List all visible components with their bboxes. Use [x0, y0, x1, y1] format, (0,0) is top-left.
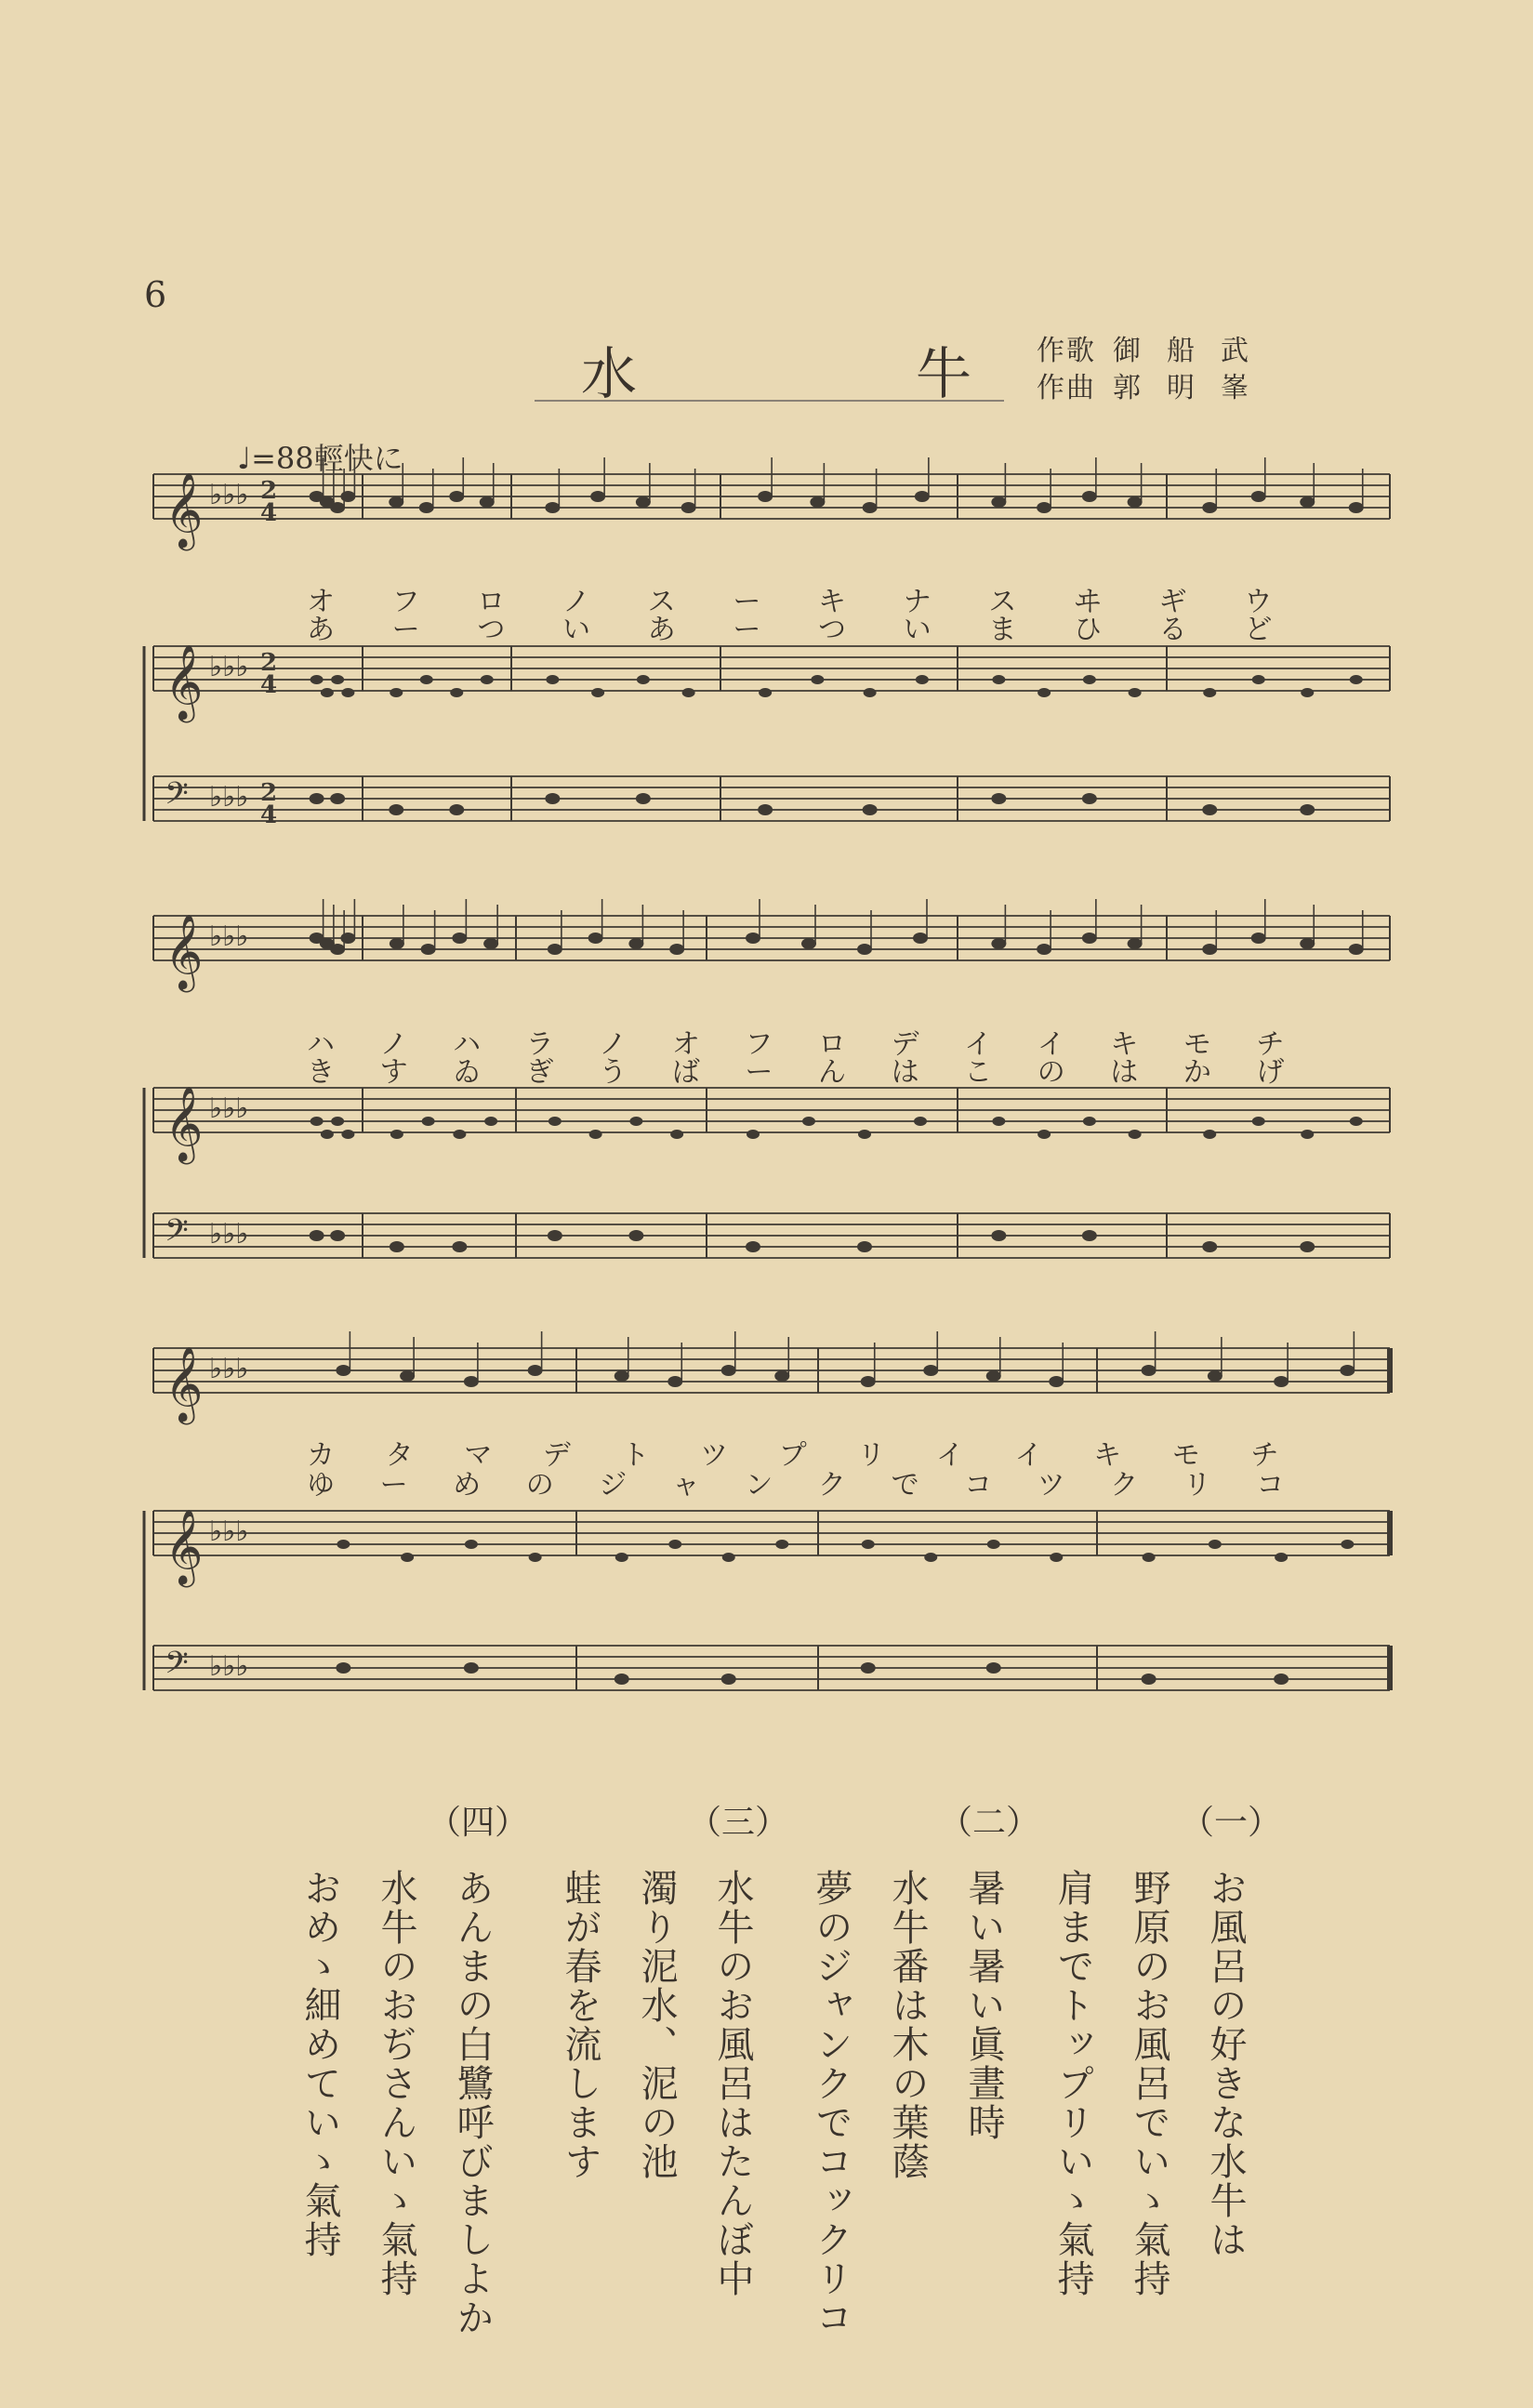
note-head — [863, 502, 878, 513]
lyric-syllable: ス — [988, 586, 1017, 618]
lyric-syllable: う — [599, 1056, 628, 1089]
lyric-syllable: る — [1158, 614, 1187, 646]
treble-clef: 𝄞 — [165, 643, 204, 720]
note-head — [861, 1376, 876, 1387]
note-head — [420, 675, 433, 684]
verse-line: 夢のジャンクでコックリコ — [810, 1869, 852, 2337]
note-head — [1252, 1117, 1265, 1126]
note-head — [337, 1540, 350, 1549]
lyric-syllable: い — [903, 614, 932, 646]
note-head — [545, 502, 560, 513]
note-head — [774, 1370, 789, 1382]
note-head — [401, 1553, 414, 1562]
note-head — [991, 496, 1006, 508]
note-head — [330, 793, 345, 804]
note-head — [1049, 1376, 1064, 1387]
lyric-syllable: ヰ — [1074, 586, 1102, 618]
key-signature-flats: ♭♭♭ — [209, 1092, 249, 1125]
note-head — [400, 1370, 415, 1382]
lyric-syllable: ロ — [477, 586, 506, 618]
lyric-syllable: あ — [647, 614, 676, 646]
note-head — [857, 1241, 872, 1252]
note-head — [992, 675, 1005, 684]
lyric-syllable: チ — [1256, 1028, 1285, 1061]
lyric-syllable: ャ — [671, 1469, 700, 1502]
note-head — [991, 938, 1006, 949]
note-head — [1129, 1130, 1142, 1139]
note-head — [1252, 675, 1265, 684]
note-head — [1301, 688, 1314, 697]
lyric-syllable: リ — [857, 1439, 886, 1472]
note-head — [321, 688, 334, 697]
verse-line: お風呂の好きな水牛は — [1204, 1869, 1247, 2259]
note-head — [465, 1540, 478, 1549]
note-head — [1274, 1376, 1289, 1387]
note-head — [480, 496, 495, 508]
note-head — [590, 491, 605, 502]
note-head — [484, 1117, 497, 1126]
note-head — [615, 1553, 628, 1562]
note-head — [802, 1117, 815, 1126]
verse-line: 水牛のお風呂はたんぼ中 — [711, 1869, 754, 2298]
note-head — [670, 1130, 683, 1139]
key-signature-flats: ♭♭♭ — [209, 1650, 249, 1683]
key-signature-flats: ♭♭♭ — [209, 651, 249, 683]
lyric-syllable: ゆ — [307, 1469, 335, 1502]
note-head — [421, 944, 436, 955]
note-head — [862, 1540, 875, 1549]
note-head — [1050, 1553, 1063, 1562]
lyric-syllable: プ — [778, 1439, 807, 1472]
note-head — [986, 1662, 1001, 1674]
lyric-syllable: ノ — [599, 1028, 628, 1061]
verse-number: （三） — [688, 1804, 789, 1842]
note-head — [810, 496, 825, 508]
treble-clef: 𝄞 — [165, 1345, 204, 1422]
note-head — [548, 1117, 562, 1126]
verse-line: あんまの白鷺呼びましよか — [451, 1869, 494, 2337]
note-head — [341, 1130, 354, 1139]
note-head — [746, 1241, 760, 1252]
lyric-syllable: ー — [733, 614, 761, 646]
note-head — [548, 944, 562, 955]
note-head — [1209, 1540, 1222, 1549]
lyric-syllable: オ — [307, 586, 335, 618]
lyric-syllable: ラ — [525, 1028, 554, 1061]
lyric-syllable: ハ — [307, 1028, 335, 1061]
lyric-syllable: キ — [1110, 1028, 1139, 1061]
lyric-syllable: い — [562, 614, 590, 646]
note-head — [389, 496, 403, 508]
note-head — [758, 491, 773, 502]
note-head — [722, 1553, 735, 1562]
note-head — [1300, 496, 1315, 508]
lyric-syllable: ツ — [700, 1439, 729, 1472]
verse-number: （一） — [1181, 1804, 1282, 1842]
note-head — [1082, 793, 1097, 804]
note-head — [1202, 804, 1217, 815]
lyric-syllable: ロ — [818, 1028, 846, 1061]
note-head — [340, 491, 355, 502]
note-head — [1300, 804, 1315, 815]
note-head — [1300, 938, 1315, 949]
lyric-syllable: キ — [818, 586, 846, 618]
note-head — [811, 675, 824, 684]
note-head — [1037, 944, 1051, 955]
note-head — [589, 1130, 602, 1139]
note-head — [682, 688, 695, 697]
note-head — [681, 502, 696, 513]
lyric-syllable: こ — [964, 1056, 993, 1089]
lyric-syllable: コ — [1256, 1469, 1285, 1502]
note-head — [1037, 1130, 1051, 1139]
key-signature-flats: ♭♭♭ — [209, 1515, 249, 1548]
note-head — [637, 675, 650, 684]
note-head — [1203, 688, 1216, 697]
verse-line: 濁り泥水、泥の池 — [635, 1869, 678, 2181]
time-signature-top: 2 — [260, 477, 278, 505]
title-char-2: 牛 — [916, 342, 973, 407]
note-head — [1350, 1117, 1363, 1126]
tempo-marking: ♩=88輕快に — [237, 441, 403, 476]
note-head — [390, 1130, 403, 1139]
note-head — [1083, 675, 1096, 684]
lyric-syllable: イ — [1014, 1439, 1043, 1472]
note-head — [1301, 1130, 1314, 1139]
lyric-syllable: ジ — [599, 1469, 628, 1502]
lyric-syllable: イ — [964, 1028, 993, 1061]
note-head — [311, 1117, 324, 1126]
note-head — [629, 1117, 642, 1126]
verse-line: 水牛のおぢさんいゝ氣持 — [375, 1869, 417, 2298]
note-head — [1275, 1553, 1288, 1562]
treble-clef: 𝄞 — [165, 913, 204, 989]
lyric-syllable: か — [1183, 1056, 1211, 1089]
note-head — [1082, 1230, 1097, 1241]
key-signature-flats: ♭♭♭ — [209, 920, 249, 953]
note-head — [668, 1540, 681, 1549]
lyric-syllable: つ — [818, 614, 846, 646]
note-head — [864, 688, 877, 697]
key-signature-flats: ♭♭♭ — [209, 1218, 249, 1250]
lyric-syllable: ン — [745, 1469, 773, 1502]
time-signature-top: 2 — [260, 779, 278, 807]
lyricist-name: 御船武 — [1113, 335, 1275, 367]
note-head — [915, 491, 930, 502]
note-head — [340, 933, 355, 944]
note-head — [481, 675, 494, 684]
note-head — [452, 933, 467, 944]
note-head — [636, 496, 651, 508]
lyric-syllable: キ — [1093, 1439, 1122, 1472]
note-head — [1082, 491, 1097, 502]
note-head — [1083, 1117, 1096, 1126]
note-head — [390, 1241, 404, 1252]
note-head — [1142, 1365, 1156, 1376]
key-signature-flats: ♭♭♭ — [209, 479, 249, 511]
lyric-syllable: は — [891, 1056, 919, 1089]
lyric-syllable: ゐ — [453, 1056, 482, 1089]
bass-clef: 𝄢 — [165, 776, 189, 819]
lyric-syllable: ク — [818, 1469, 846, 1502]
lyric-syllable: ま — [988, 614, 1017, 646]
note-head — [1251, 491, 1266, 502]
note-head — [628, 938, 643, 949]
note-head — [1128, 496, 1143, 508]
key-signature-flats: ♭♭♭ — [209, 781, 249, 814]
lyric-syllable: カ — [307, 1439, 335, 1472]
lyric-syllable: デ — [891, 1028, 919, 1061]
time-signature-bottom: 4 — [260, 671, 278, 699]
note-head — [310, 1230, 324, 1241]
lyric-syllable: で — [891, 1469, 919, 1502]
verse-line: 暑い暑い眞晝時 — [962, 1869, 1005, 2142]
note-head — [452, 1241, 467, 1252]
note-head — [1128, 938, 1143, 949]
note-head — [1082, 933, 1097, 944]
note-head — [858, 1130, 871, 1139]
lyric-syllable: モ — [1171, 1439, 1200, 1472]
lyric-syllable: ど — [1244, 614, 1273, 646]
lyric-syllable: ト — [621, 1439, 650, 1472]
note-head — [987, 1540, 1000, 1549]
note-head — [341, 688, 354, 697]
note-head — [1350, 675, 1363, 684]
lyric-syllable: ク — [1110, 1469, 1139, 1502]
lyric-syllable: イ — [1037, 1028, 1065, 1061]
note-head — [1202, 1241, 1217, 1252]
verse-line: 水牛番は木の葉蔭 — [886, 1869, 929, 2181]
composer-role: 作曲 — [1037, 372, 1096, 404]
note-head — [330, 944, 345, 955]
bass-clef: 𝄢 — [165, 1213, 189, 1256]
note-head — [1143, 1553, 1156, 1562]
note-head — [1203, 1130, 1216, 1139]
lyric-syllable: ー — [379, 1469, 408, 1502]
lyric-syllable: オ — [671, 1028, 700, 1061]
composer-name: 郭明峯 — [1113, 372, 1275, 404]
lyric-syllable: ツ — [1037, 1469, 1065, 1502]
lyric-syllable: の — [525, 1469, 554, 1502]
note-head — [1202, 502, 1217, 513]
note-head — [775, 1540, 788, 1549]
note-head — [390, 938, 404, 949]
lyric-syllable: デ — [542, 1439, 571, 1472]
note-head — [449, 491, 464, 502]
lyric-syllable: コ — [964, 1469, 993, 1502]
lyric-syllable: フ — [745, 1028, 773, 1061]
note-head — [863, 804, 878, 815]
lyric-syllable: ナ — [903, 586, 932, 618]
verse-line: 肩までトップリいゝ氣持 — [1051, 1869, 1094, 2298]
lyric-syllable: は — [1110, 1056, 1139, 1089]
note-head — [615, 1370, 629, 1382]
lyric-syllable: リ — [1183, 1469, 1211, 1502]
verse-line: 野原のお風呂でいゝ氣持 — [1128, 1869, 1170, 2298]
note-head — [330, 502, 345, 513]
note-head — [1129, 688, 1142, 697]
note-head — [389, 804, 403, 815]
note-head — [913, 933, 928, 944]
lyric-syllable: め — [453, 1469, 482, 1502]
note-head — [1037, 502, 1051, 513]
lyric-syllable: ひ — [1074, 614, 1102, 646]
lyric-syllable: モ — [1183, 1028, 1211, 1061]
note-head — [1202, 944, 1217, 955]
note-head — [914, 1117, 927, 1126]
lyric-syllable: つ — [477, 614, 506, 646]
note-head — [1300, 1241, 1315, 1252]
note-head — [1142, 1674, 1156, 1685]
lyric-syllable: フ — [391, 586, 420, 618]
time-signature-bottom: 4 — [260, 499, 278, 527]
note-head — [1349, 502, 1364, 513]
lyric-syllable: ー — [391, 614, 420, 646]
treble-clef: 𝄞 — [165, 1508, 204, 1584]
note-head — [992, 1117, 1005, 1126]
note-head — [636, 793, 651, 804]
verse-line: おめゝ細めていゝ氣持 — [298, 1869, 341, 2259]
lyric-syllable: ー — [745, 1056, 773, 1089]
lyric-syllable: ば — [671, 1056, 700, 1089]
note-head — [331, 675, 344, 684]
lyric-syllable: マ — [464, 1439, 493, 1472]
lyric-syllable: げ — [1256, 1056, 1285, 1089]
note-head — [450, 688, 463, 697]
lyric-syllable: ー — [733, 586, 761, 618]
note-head — [746, 933, 760, 944]
note-head — [330, 1230, 345, 1241]
note-head — [336, 1365, 350, 1376]
note-head — [667, 1376, 682, 1387]
note-head — [801, 938, 816, 949]
note-head — [419, 502, 434, 513]
note-head — [422, 1117, 435, 1126]
note-head — [1340, 1365, 1355, 1376]
note-head — [483, 938, 498, 949]
note-head — [321, 1130, 334, 1139]
title-char-1: 水 — [581, 342, 639, 407]
page-number: 6 — [144, 274, 167, 315]
note-head — [545, 793, 560, 804]
note-head — [747, 1130, 760, 1139]
note-head — [464, 1376, 479, 1387]
note-head — [464, 1662, 479, 1674]
lyricist-role: 作歌 — [1037, 335, 1096, 367]
lyric-syllable: ん — [818, 1056, 846, 1089]
bass-clef: 𝄢 — [165, 1646, 189, 1688]
note-head — [1037, 688, 1051, 697]
note-head — [857, 944, 872, 955]
lyric-syllable: イ — [935, 1439, 964, 1472]
note-head — [923, 1365, 938, 1376]
note-head — [310, 793, 324, 804]
note-head — [986, 1370, 1001, 1382]
lyric-syllable: チ — [1250, 1439, 1279, 1472]
note-head — [449, 804, 464, 815]
note-head — [529, 1553, 542, 1562]
note-head — [588, 933, 603, 944]
lyric-syllable: ギ — [1158, 586, 1187, 618]
lyric-syllable: ス — [647, 586, 676, 618]
lyric-syllable: あ — [307, 614, 335, 646]
note-head — [1274, 1674, 1289, 1685]
note-head — [669, 944, 684, 955]
lyric-syllable: の — [1037, 1056, 1065, 1089]
note-head — [336, 1662, 350, 1674]
lyric-syllable: タ — [385, 1439, 414, 1472]
note-head — [1341, 1540, 1354, 1549]
verse-number: （二） — [939, 1804, 1040, 1842]
note-head — [390, 688, 403, 697]
note-head — [924, 1553, 937, 1562]
note-head — [528, 1365, 543, 1376]
key-signature-flats: ♭♭♭ — [209, 1353, 249, 1385]
note-head — [991, 1230, 1006, 1241]
note-head — [1251, 933, 1266, 944]
verse-number: （四） — [428, 1804, 529, 1842]
note-head — [548, 1230, 562, 1241]
note-head — [615, 1674, 629, 1685]
note-head — [1208, 1370, 1222, 1382]
note-head — [628, 1230, 643, 1241]
lyric-syllable: ぎ — [525, 1056, 554, 1089]
verse-line: 蛙が春を流します — [559, 1869, 601, 2181]
lyric-syllable: ノ — [379, 1028, 408, 1061]
note-head — [591, 688, 604, 697]
lyric-syllable: き — [307, 1056, 335, 1089]
note-head — [758, 804, 773, 815]
treble-clef: 𝄞 — [165, 1085, 204, 1161]
note-head — [546, 675, 559, 684]
note-head — [861, 1662, 876, 1674]
note-head — [991, 793, 1006, 804]
note-head — [759, 688, 772, 697]
note-head — [721, 1365, 736, 1376]
time-signature-top: 2 — [260, 649, 278, 677]
note-head — [311, 675, 324, 684]
note-head — [721, 1674, 736, 1685]
lyric-syllable: す — [379, 1056, 408, 1089]
lyric-syllable: ハ — [453, 1028, 482, 1061]
note-head — [331, 1117, 344, 1126]
note-head — [916, 675, 929, 684]
note-head — [1349, 944, 1364, 955]
time-signature-bottom: 4 — [260, 801, 278, 829]
treble-clef: 𝄞 — [165, 471, 204, 548]
lyric-syllable: ウ — [1244, 586, 1273, 618]
note-head — [453, 1130, 466, 1139]
lyric-syllable: ノ — [562, 586, 590, 618]
